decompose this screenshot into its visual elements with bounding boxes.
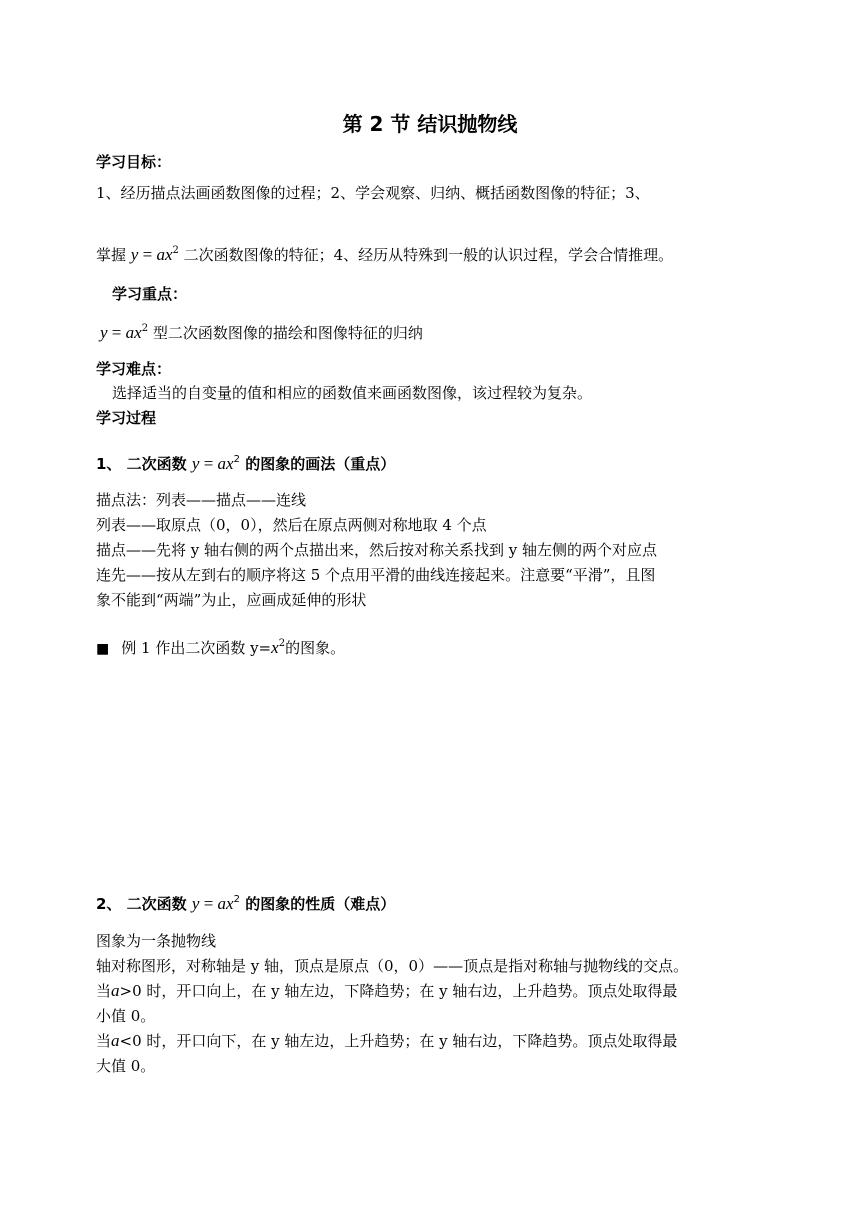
- formula-y-ax2: $y = ax^2$: [191, 454, 240, 473]
- section1-heading: 1、 二次函数 $y = ax^2$ 的图象的画法（重点）: [96, 454, 396, 473]
- process-heading: 学习过程: [96, 409, 157, 427]
- goals-line-1: 1、经历描点法画函数图像的过程；2、学会观察、归纳、概括函数图像的特征；3、: [96, 184, 650, 202]
- key-heading: 学习重点：: [112, 285, 188, 303]
- section1-line-2: 列表——取原点（0，0），然后在原点两侧对称地取 4 个点: [96, 516, 487, 534]
- section1-line-3: 描点——先将 y 轴右侧的两个点描出来，然后按对称关系找到 y 轴左侧的两个对应点: [96, 541, 658, 559]
- key-text: $y = ax^2$ 型二次函数图像的描绘和图像特征的归纳: [100, 323, 423, 342]
- page-title: 第 2 节 结识抛物线: [342, 112, 518, 136]
- section1-line-4: 连先——按从左到右的顺序将这 5 个点用平滑的曲线连接起来。注意要“平滑”，且图: [96, 566, 656, 584]
- formula-y-ax2: $y = ax^2$: [191, 894, 240, 913]
- difficult-text: 选择适当的自变量的值和相应的函数值来画函数图像，该过程较为复杂。: [112, 384, 593, 402]
- section2-heading: 2、 二次函数 $y = ax^2$ 的图象的性质（难点）: [96, 894, 396, 913]
- section2-line-3: 当a>0 时，开口向上，在 y 轴左边，下降趋势；在 y 轴右边，上升趋势。顶点处取得最: [96, 981, 678, 1000]
- section1-line-1: 描点法：列表——描点——连线: [96, 491, 307, 509]
- difficult-heading: 学习难点：: [96, 360, 172, 378]
- section1-line-5: 象不能到“两端”为止，应画成延伸的形状: [96, 591, 367, 609]
- example-1: ■ 例 1 作出二次函数 $y=x^2$的图象。: [96, 633, 786, 660]
- square-bullet-icon: ■: [96, 641, 110, 657]
- section2-line-1: 图象为一条抛物线: [96, 932, 217, 950]
- section2-line-6: 大值 0。: [96, 1057, 156, 1075]
- goals-heading: 学习目标：: [96, 153, 172, 171]
- section2-line-2: 轴对称图形，对称轴是 y 轴，顶点是原点（0，0）——顶点是指对称轴与抛物线的交点。: [96, 957, 689, 975]
- goals-line-2-pre: 掌握: [96, 246, 127, 264]
- goals-line-2-post: 二次函数图像的特征；4、经历从特殊到一般的认识过程，学会合情推理。: [183, 246, 674, 264]
- section2-line-4: 小值 0。: [96, 1007, 156, 1025]
- goals-line-2: [96, 240, 786, 266]
- formula-y-ax2: $y = ax^2$: [130, 245, 179, 264]
- section2-line-5: 当a<0 时，开口向下，在 y 轴左边，上升趋势；在 y 轴右边，下降趋势。顶点处取得最: [96, 1031, 678, 1050]
- formula-y-ax2: $y = ax^2$: [100, 323, 149, 342]
